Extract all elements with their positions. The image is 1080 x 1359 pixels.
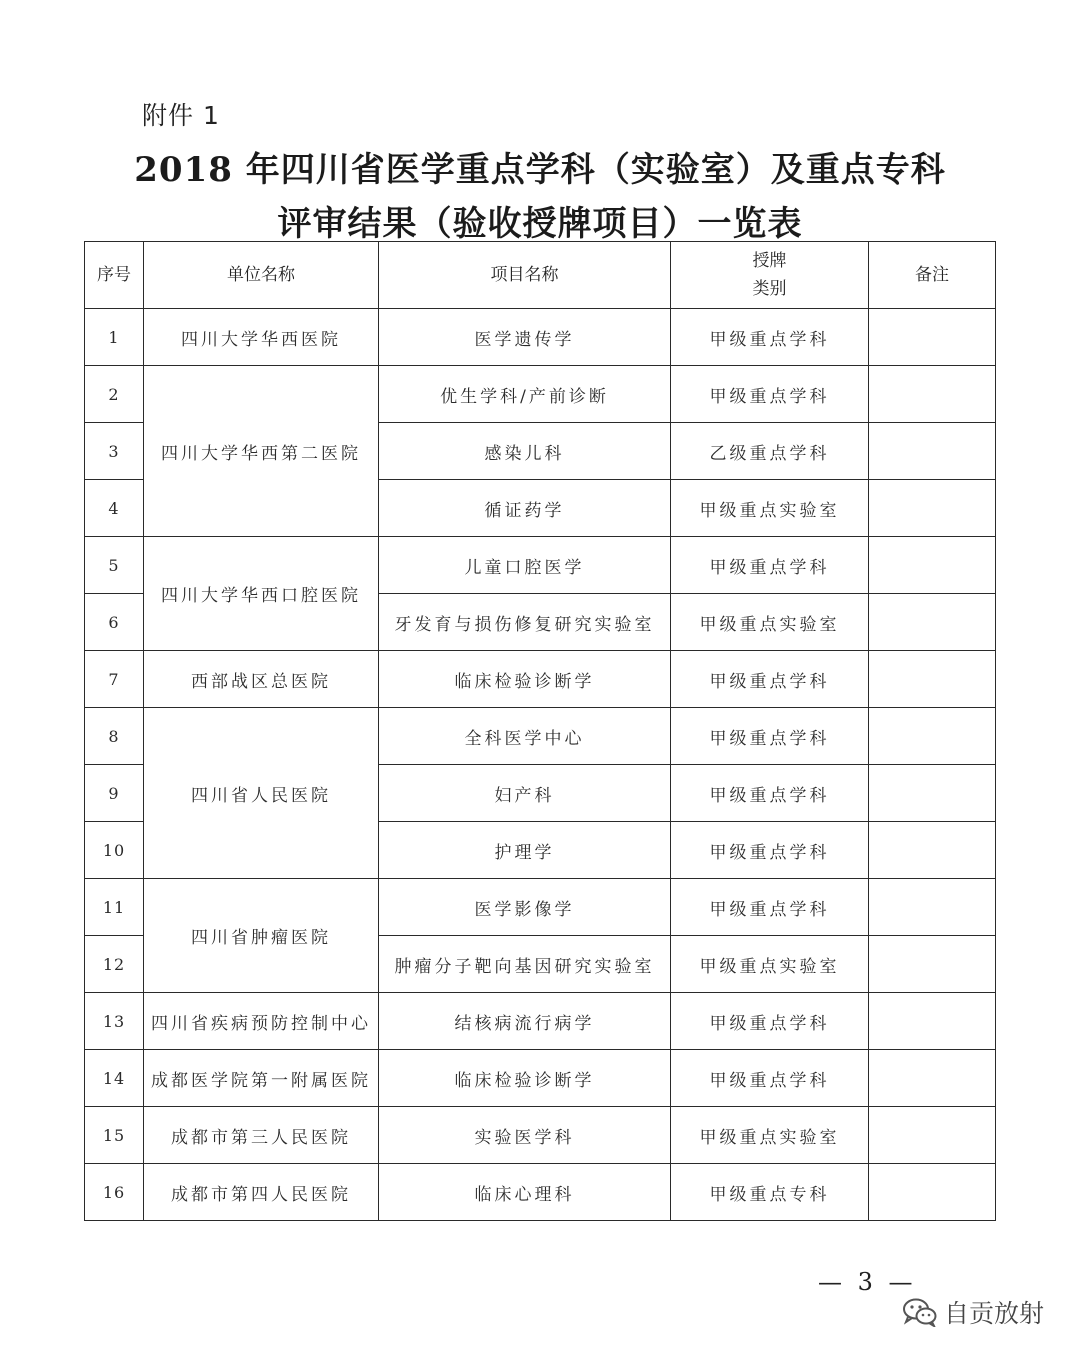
row-remark bbox=[869, 1050, 996, 1107]
row-remark bbox=[869, 366, 996, 423]
row-category: 甲级重点学科 bbox=[671, 537, 869, 594]
row-seq: 6 bbox=[85, 594, 144, 651]
row-remark bbox=[869, 480, 996, 537]
row-unit: 四川省疾病预防控制中心 bbox=[144, 993, 379, 1050]
row-remark bbox=[869, 651, 996, 708]
row-unit: 四川省肿瘤医院 bbox=[144, 879, 379, 993]
row-project: 牙发育与损伤修复研究实验室 bbox=[379, 594, 671, 651]
row-remark bbox=[869, 594, 996, 651]
table-row bbox=[85, 366, 996, 423]
row-category: 甲级重点实验室 bbox=[671, 594, 869, 651]
row-remark bbox=[869, 1107, 996, 1164]
row-seq: 16 bbox=[85, 1164, 144, 1221]
row-unit: 成都医学院第一附属医院 bbox=[144, 1050, 379, 1107]
header-remark: 备注 bbox=[869, 242, 996, 309]
row-seq: 1 bbox=[85, 309, 144, 366]
row-seq: 3 bbox=[85, 423, 144, 480]
table-row bbox=[85, 879, 996, 936]
table-row bbox=[85, 1050, 996, 1107]
row-remark bbox=[869, 765, 996, 822]
row-project: 循证药学 bbox=[379, 480, 671, 537]
table-row bbox=[85, 1164, 996, 1221]
row-seq: 12 bbox=[85, 936, 144, 993]
row-remark bbox=[869, 537, 996, 594]
row-category: 甲级重点学科 bbox=[671, 708, 869, 765]
row-remark bbox=[869, 423, 996, 480]
table-row bbox=[85, 651, 996, 708]
row-category: 甲级重点学科 bbox=[671, 879, 869, 936]
table-row bbox=[85, 993, 996, 1050]
row-project: 医学遗传学 bbox=[379, 309, 671, 366]
row-seq: 15 bbox=[85, 1107, 144, 1164]
row-seq: 2 bbox=[85, 366, 144, 423]
document-title-line2: 评审结果（验收授牌项目）一览表 bbox=[277, 204, 803, 244]
row-category: 甲级重点学科 bbox=[671, 765, 869, 822]
row-unit: 四川大学华西第二医院 bbox=[144, 366, 379, 537]
row-remark bbox=[869, 708, 996, 765]
row-unit: 四川大学华西口腔医院 bbox=[144, 537, 379, 651]
header-unit: 单位名称 bbox=[144, 242, 379, 309]
row-category: 甲级重点专科 bbox=[671, 1164, 869, 1221]
table-header-row bbox=[85, 242, 996, 309]
row-seq: 13 bbox=[85, 993, 144, 1050]
header-category bbox=[671, 242, 869, 309]
header-category-line2: 类别 bbox=[752, 279, 787, 299]
row-project: 临床检验诊断学 bbox=[379, 651, 671, 708]
row-seq: 5 bbox=[85, 537, 144, 594]
row-seq: 4 bbox=[85, 480, 144, 537]
attachment-label: 附件 1 bbox=[142, 101, 220, 130]
row-project: 实验医学科 bbox=[379, 1107, 671, 1164]
row-remark bbox=[869, 309, 996, 366]
wechat-icon bbox=[902, 1297, 938, 1327]
row-unit: 四川省人民医院 bbox=[144, 708, 379, 879]
row-project: 临床心理科 bbox=[379, 1164, 671, 1221]
row-category: 甲级重点实验室 bbox=[671, 936, 869, 993]
row-project: 医学影像学 bbox=[379, 879, 671, 936]
header-seq: 序号 bbox=[85, 242, 144, 309]
row-project: 全科医学中心 bbox=[379, 708, 671, 765]
row-project: 儿童口腔医学 bbox=[379, 537, 671, 594]
row-category: 乙级重点学科 bbox=[671, 423, 869, 480]
row-project: 感染儿科 bbox=[379, 423, 671, 480]
row-seq: 8 bbox=[85, 708, 144, 765]
row-project: 妇产科 bbox=[379, 765, 671, 822]
row-remark bbox=[869, 936, 996, 993]
row-remark bbox=[869, 1164, 996, 1221]
row-unit: 四川大学华西医院 bbox=[144, 309, 379, 366]
row-project: 优生学科/产前诊断 bbox=[379, 366, 671, 423]
row-category: 甲级重点学科 bbox=[671, 1050, 869, 1107]
table-row bbox=[85, 708, 996, 765]
row-project: 结核病流行病学 bbox=[379, 993, 671, 1050]
row-category: 甲级重点实验室 bbox=[671, 480, 869, 537]
row-seq: 11 bbox=[85, 879, 144, 936]
row-category: 甲级重点学科 bbox=[671, 309, 869, 366]
table-row bbox=[85, 309, 996, 366]
row-category: 甲级重点学科 bbox=[671, 822, 869, 879]
row-remark bbox=[869, 879, 996, 936]
row-category: 甲级重点实验室 bbox=[671, 1107, 869, 1164]
row-project: 护理学 bbox=[379, 822, 671, 879]
watermark bbox=[902, 1294, 1044, 1330]
document-title-line1: 2018 年四川省医学重点学科（实验室）及重点专科 bbox=[134, 150, 946, 190]
page-number: — 3 — bbox=[818, 1268, 917, 1296]
row-project: 临床检验诊断学 bbox=[379, 1050, 671, 1107]
row-category: 甲级重点学科 bbox=[671, 366, 869, 423]
row-seq: 14 bbox=[85, 1050, 144, 1107]
row-category: 甲级重点学科 bbox=[671, 993, 869, 1050]
row-seq: 10 bbox=[85, 822, 144, 879]
row-project: 肿瘤分子靶向基因研究实验室 bbox=[379, 936, 671, 993]
row-seq: 9 bbox=[85, 765, 144, 822]
header-category-line1: 授牌 bbox=[752, 251, 787, 271]
row-unit: 西部战区总医院 bbox=[144, 651, 379, 708]
row-remark bbox=[869, 822, 996, 879]
row-remark bbox=[869, 993, 996, 1050]
header-project: 项目名称 bbox=[379, 242, 671, 309]
row-seq: 7 bbox=[85, 651, 144, 708]
watermark-text: 自贡放射 bbox=[944, 1299, 1045, 1328]
table-row bbox=[85, 1107, 996, 1164]
table-row bbox=[85, 537, 996, 594]
row-unit: 成都市第四人民医院 bbox=[144, 1164, 379, 1221]
results-table bbox=[84, 241, 996, 1221]
row-category: 甲级重点学科 bbox=[671, 651, 869, 708]
row-unit: 成都市第三人民医院 bbox=[144, 1107, 379, 1164]
